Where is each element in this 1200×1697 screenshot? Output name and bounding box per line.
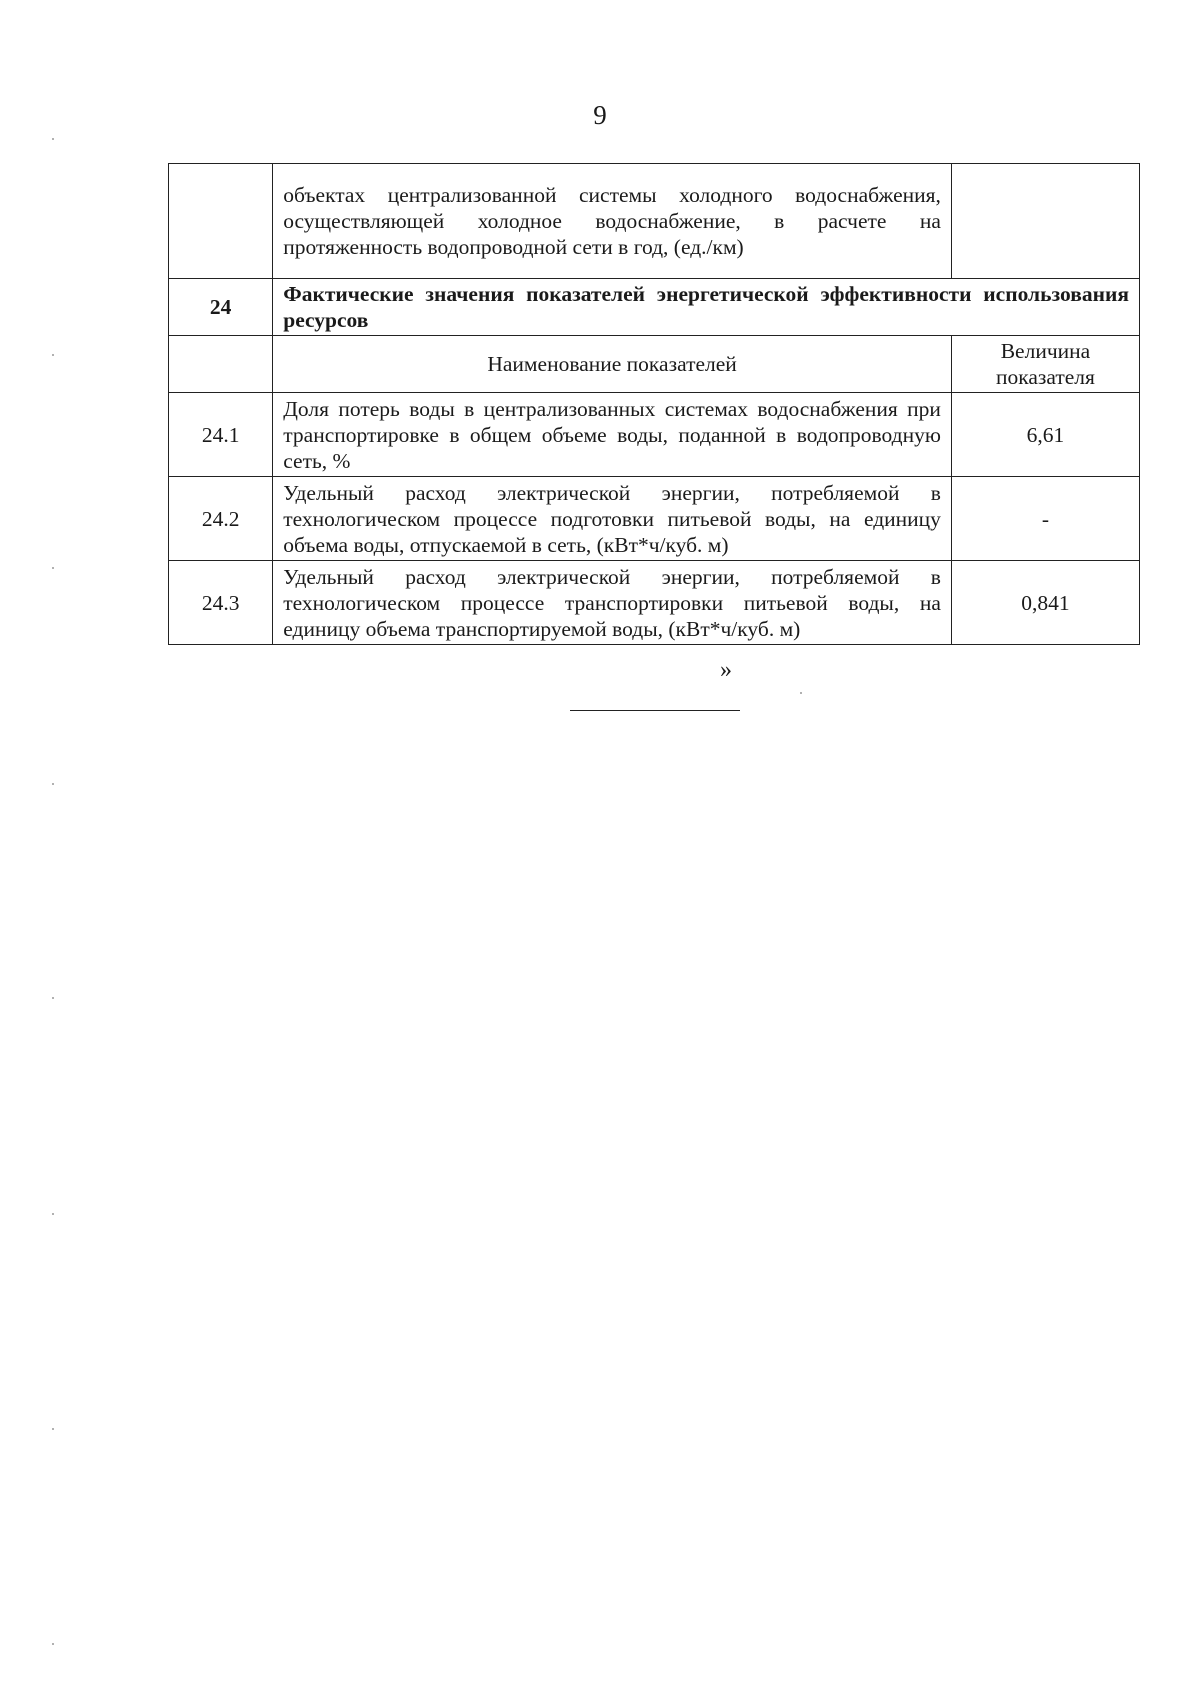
scan-artifact [52,1643,54,1645]
scan-artifact [52,567,54,569]
table-row [169,561,1140,645]
row-value: - [951,477,1139,561]
section-number: 24 [169,279,273,336]
section-title: Фактические значения показателей энергетической эффективности использования ресурсов [273,279,1140,336]
indicators-table [168,163,1140,645]
end-rule [570,710,740,711]
table-row [169,393,1140,477]
closing-quote: » [720,657,732,683]
row-value: 6,61 [951,393,1139,477]
row-text: Удельный расход электрической энергии, потребляемой в технологическом процессе транспортировки питьевой воды, на единицу объема транспортируемой воды, (кВт*ч/куб. м) [273,561,952,645]
scan-artifact [52,783,54,785]
row-number: 24.1 [169,393,273,477]
table-row [169,477,1140,561]
scan-artifact [52,1213,54,1215]
scan-artifact [52,1428,54,1430]
row-text: Удельный расход электрической энергии, потребляемой в технологическом процессе подготовки питьевой воды, на единицу объема воды, отпускаемой в сеть, (кВт*ч/куб. м) [273,477,952,561]
header-name: Наименование показателей [273,336,952,393]
section-heading-row [169,279,1140,336]
row-text: Доля потерь воды в централизованных системах водоснабжения при транспортировке в общем объеме воды, поданной в водопроводную сеть, % [273,393,952,477]
scan-artifact [52,354,54,356]
row-value [951,164,1139,279]
scan-artifact [52,138,54,140]
scan-artifact [800,692,802,694]
row-number-cell [169,164,273,279]
header-number-cell [169,336,273,393]
row-number: 24.3 [169,561,273,645]
header-value: Величина показателя [951,336,1139,393]
row-number: 24.2 [169,477,273,561]
row-value: 0,841 [951,561,1139,645]
table-row-continued [169,164,1140,279]
row-text: объектах централизованной системы холодного водоснабжения, осуществляющей холодное водоснабжение, в расчете на протяженность водопроводной сети в год, (ед./км) [273,164,952,279]
page-number: 9 [593,100,607,130]
scan-artifact [52,997,54,999]
column-header-row [169,336,1140,393]
